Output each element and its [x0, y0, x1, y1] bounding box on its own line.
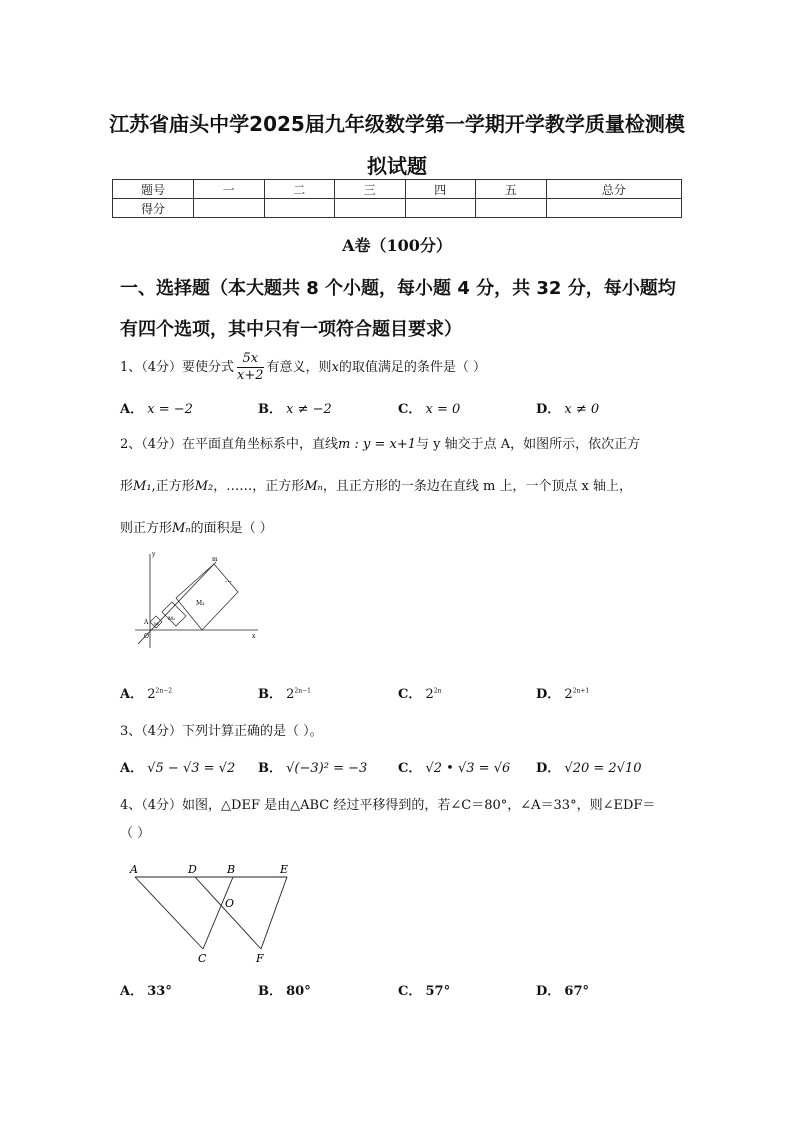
- label-c: C: [198, 952, 207, 965]
- score-input-cell[interactable]: [546, 199, 682, 218]
- score-cell: 四: [405, 180, 476, 199]
- q2-option-d[interactable]: [536, 683, 589, 702]
- label-m1: M₁: [154, 621, 160, 626]
- q2-m1: M₁: [133, 479, 152, 494]
- q3-option-d[interactable]: [536, 757, 642, 776]
- page-title-line2: 拟试题: [367, 154, 427, 178]
- score-cell: 三: [335, 180, 406, 199]
- q3-option-a[interactable]: [120, 757, 235, 776]
- question-2-line3: [120, 517, 273, 536]
- q2-text: 的面积是（ ）: [190, 521, 273, 536]
- question-1-stem: [120, 351, 486, 384]
- option-label: B．: [258, 984, 282, 999]
- page-title-line1: 江苏省庙头中学2025届九年级数学第一学期开学教学质量检测模: [109, 112, 685, 136]
- score-table-header-row: [113, 180, 682, 199]
- label-f: F: [256, 952, 264, 965]
- score-table-score-row: [113, 199, 682, 218]
- option-text: x ≠ 0: [564, 402, 600, 417]
- label-o: O: [225, 897, 235, 910]
- label-m3: M₃: [196, 600, 205, 607]
- option-label: A．: [120, 761, 144, 776]
- q1-fraction: [237, 351, 264, 384]
- label-e: E: [280, 863, 289, 876]
- option-text: 67°: [564, 984, 590, 999]
- option-text: x ≠ −2: [286, 402, 332, 417]
- option-base: 2: [564, 687, 573, 702]
- label-o: O: [144, 633, 149, 640]
- q2-m2: M₂: [194, 479, 214, 494]
- q1-suffix-b: 的取值满足的条件是（ ）: [338, 360, 487, 375]
- option-exponent: 2n+1: [572, 687, 590, 695]
- score-input-cell[interactable]: [264, 199, 335, 218]
- label-m: m: [212, 556, 218, 563]
- score-input-cell[interactable]: [335, 199, 406, 218]
- option-label: A．: [120, 402, 144, 417]
- q1-suffix-a: 有意义，则: [266, 360, 332, 375]
- q1-option-d[interactable]: [536, 398, 599, 417]
- q4-figure: [125, 857, 300, 967]
- option-label: C．: [398, 687, 422, 702]
- option-text: √2 • √3 = √6: [425, 761, 511, 776]
- segment-ef: [261, 877, 287, 949]
- q2-text: 2、（4分）在平面直角坐标系中，直线: [120, 437, 339, 452]
- q1-option-c[interactable]: [398, 398, 460, 417]
- score-cell: 题号: [113, 180, 194, 199]
- label-a: A: [144, 619, 149, 626]
- q2-text: ,正方形: [151, 479, 195, 494]
- option-exponent: 2n−2: [155, 687, 173, 695]
- option-label: B．: [258, 402, 282, 417]
- section-heading-line2: 有四个选项，其中只有一项符合题目要求）: [120, 319, 462, 340]
- option-text: 80°: [286, 984, 311, 999]
- option-label: D．: [536, 402, 561, 417]
- q2-option-a[interactable]: [120, 683, 172, 702]
- q2-mn: Mₙ: [172, 521, 191, 536]
- option-text: x = −2: [147, 402, 193, 417]
- option-text: √(−3)² = −3: [286, 761, 368, 776]
- score-cell: 一: [194, 180, 265, 199]
- q2-option-c[interactable]: [398, 683, 441, 702]
- option-label: B．: [258, 761, 282, 776]
- option-label: D．: [536, 984, 561, 999]
- volume-heading: A卷（100分）: [342, 236, 452, 255]
- q2-text: 与 y 轴交于点 A，如图所示，依次正方: [416, 437, 641, 452]
- q2-figure: [130, 550, 265, 650]
- option-text: 33°: [147, 984, 172, 999]
- option-label: C．: [398, 761, 422, 776]
- label-x: x: [252, 633, 256, 640]
- label-d: D: [188, 863, 197, 876]
- option-label: D．: [536, 761, 561, 776]
- q4-option-d[interactable]: [536, 980, 589, 999]
- option-text: √5 − √3 = √2: [147, 761, 236, 776]
- option-text: √20 = 2√10: [564, 761, 642, 776]
- question-4-line1: 4、（4分）如图，△DEF 是由△ABC 经过平移得到的，若∠C＝80°，∠A＝33°，则∠EDF＝: [120, 798, 656, 813]
- q2-line-equation: m : y = x+1: [338, 437, 417, 452]
- q2-option-b[interactable]: [258, 683, 311, 702]
- score-input-cell[interactable]: [405, 199, 476, 218]
- option-base: 2: [147, 687, 156, 702]
- segment-ac: [135, 877, 203, 949]
- option-base: 2: [425, 687, 434, 702]
- option-label: D．: [536, 687, 561, 702]
- option-exponent: 2n−1: [294, 687, 311, 695]
- section-heading-line1: 一、选择题（本大题共 8 个小题，每小题 4 分，共 32 分，每小题均: [120, 278, 676, 299]
- label-y: y: [152, 551, 156, 558]
- option-exponent: 2n: [433, 687, 442, 695]
- score-cell: 五: [476, 180, 547, 199]
- question-3-stem: 3、（4分）下列计算正确的是（ ）。: [120, 724, 323, 739]
- q2-mn: Mₙ: [304, 479, 323, 494]
- score-table: [112, 179, 682, 218]
- label-dots: …: [225, 576, 232, 584]
- q2-text: 形: [120, 479, 134, 494]
- question-4-line2: （ ）: [120, 826, 151, 841]
- label-m2: M₂: [168, 616, 176, 622]
- question-2-line2: [120, 475, 632, 494]
- square-m3: [176, 564, 238, 630]
- q1-variable: x: [331, 360, 339, 375]
- option-base: 2: [286, 687, 295, 702]
- q3-option-c[interactable]: [398, 757, 510, 776]
- option-label: C．: [398, 984, 422, 999]
- score-cell: 二: [264, 180, 335, 199]
- q2-text: ，且正方形的一条边在直线 m 上，一个顶点 x 轴上，: [322, 479, 633, 494]
- q1-fraction-numerator: 5x: [237, 351, 264, 368]
- score-cell: 得分: [113, 199, 194, 218]
- option-label: B．: [258, 687, 282, 702]
- segment-df: [195, 877, 261, 949]
- q4-option-a[interactable]: [120, 980, 172, 999]
- option-label: C．: [398, 402, 422, 417]
- option-label: A．: [120, 687, 144, 702]
- q4-option-b[interactable]: [258, 980, 311, 999]
- q1-fraction-denominator: x+2: [237, 368, 264, 383]
- q1-prefix: 1、（4分）要使分式: [120, 360, 235, 375]
- option-text: x = 0: [425, 402, 461, 417]
- label-b: B: [227, 863, 236, 876]
- q4-option-c[interactable]: [398, 980, 450, 999]
- question-2-line1: [120, 433, 640, 452]
- q1-option-b[interactable]: [258, 398, 332, 417]
- q1-option-a[interactable]: [120, 398, 193, 417]
- q2-text: ，……，正方形: [213, 479, 305, 494]
- option-label: A．: [120, 984, 144, 999]
- score-input-cell[interactable]: [194, 199, 265, 218]
- score-input-cell[interactable]: [476, 199, 547, 218]
- option-text: 57°: [425, 984, 451, 999]
- q3-option-b[interactable]: [258, 757, 367, 776]
- label-a: A: [130, 863, 138, 876]
- score-cell: 总分: [546, 180, 682, 199]
- q2-text: 则正方形: [120, 521, 173, 536]
